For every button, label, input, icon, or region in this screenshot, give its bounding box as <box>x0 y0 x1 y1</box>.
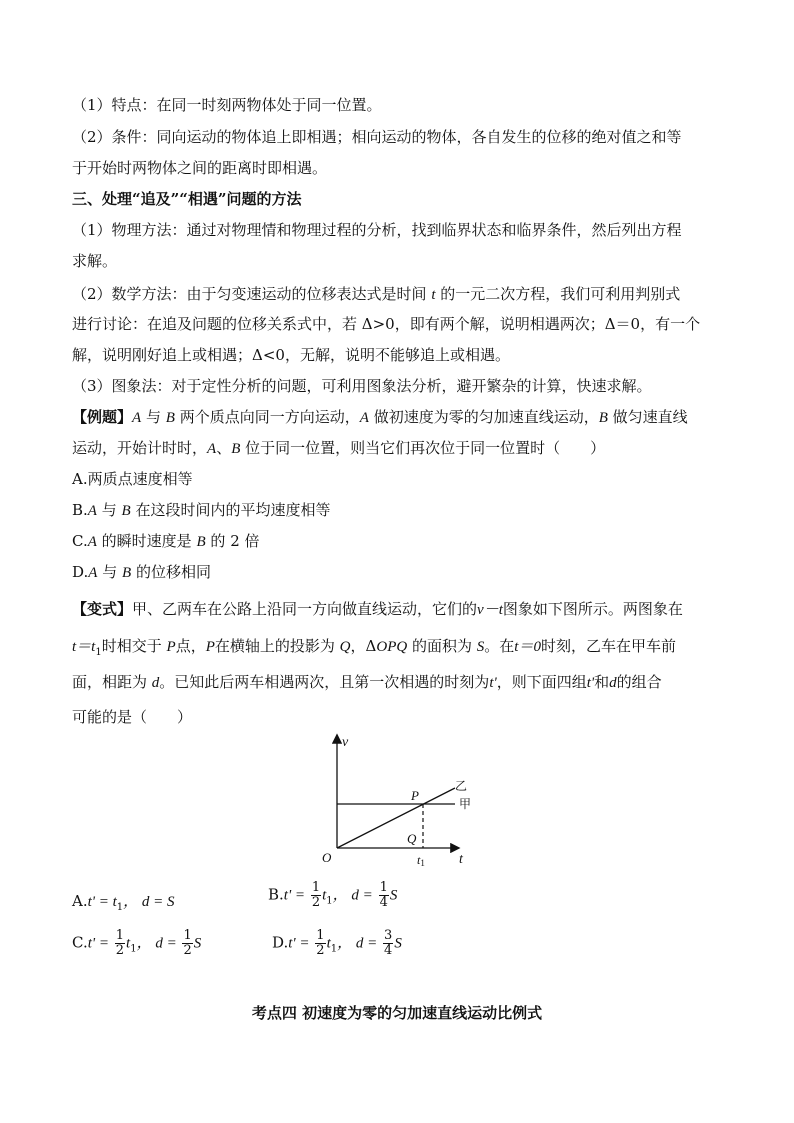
denominator: 2 <box>316 943 325 958</box>
variant-line <box>72 599 724 620</box>
text: 时刻，乙车在甲车前 <box>540 637 676 655</box>
denominator: 4 <box>379 895 388 910</box>
variable: t' <box>586 675 595 691</box>
fraction <box>383 929 393 958</box>
label-P: P <box>411 788 419 803</box>
text: 的瞬时速度是 <box>101 532 192 550</box>
text: 位于同一位置，则当它们再次位于同一位置时（ ） <box>245 439 606 457</box>
expr: t' = <box>288 935 310 952</box>
choice-label: B. <box>268 885 284 904</box>
option-a: A.两质点速度相等 <box>72 470 193 488</box>
text: 面，相距为 <box>72 673 148 691</box>
variable: d <box>151 675 160 691</box>
text-line: （3）图象法：对于定性分析的问题，可利用图象法分析，避开繁杂的计算，快速求解。 <box>72 377 652 395</box>
text-line: 于开始时两物体之间的距离时即相遇。 <box>72 159 328 177</box>
variable: Q <box>339 639 351 655</box>
choice-label: D. <box>272 933 289 952</box>
subscript: 1 <box>95 647 102 658</box>
vt-graph <box>310 728 480 868</box>
text: 与 <box>101 501 117 519</box>
choice-d <box>272 929 402 960</box>
text-line: （1）物理方法：通过对物理情和物理过程的分析，找到临界状态和临界条件，然后列出方程 <box>72 221 682 239</box>
numerator: 1 <box>311 880 321 895</box>
expr: t <box>322 887 327 904</box>
variable: A <box>87 534 97 550</box>
label-O: O <box>322 850 332 865</box>
text: （2）数学方法：由于匀变速运动的位移表达式是时间 <box>72 285 427 303</box>
text: 的位移相同 <box>135 563 211 581</box>
variable: B <box>598 410 608 426</box>
numerator: 3 <box>384 928 393 943</box>
expr: t' = <box>283 887 306 904</box>
text: D. <box>72 563 89 581</box>
expr: ， d = <box>136 935 177 952</box>
example-line <box>72 407 724 428</box>
text: ，则下面四组 <box>496 673 587 691</box>
expr: ， d = <box>332 887 373 904</box>
variable: A <box>359 410 369 426</box>
variable: v－t <box>477 602 503 618</box>
variant-tag: 【变式】 <box>72 600 133 618</box>
text: 的面积为 <box>411 637 472 655</box>
text-line <box>72 284 724 305</box>
numerator: 1 <box>316 928 325 943</box>
numerator: 1 <box>183 928 192 943</box>
variable: B <box>231 441 241 457</box>
choice-label: A. <box>72 892 88 910</box>
expr: S <box>389 887 398 904</box>
expr: t <box>126 935 131 952</box>
label-v: v <box>342 735 349 750</box>
subscript: 1 <box>326 895 333 907</box>
example-tag: 【例题】 <box>72 408 133 426</box>
fraction <box>182 929 192 958</box>
choice-c <box>72 929 201 960</box>
text-line: （2）条件：同向运动的物体追上即相遇；相向运动的物体，各自发生的位移的绝对值之和等 <box>72 128 682 146</box>
variable: t＝t <box>72 639 96 655</box>
label-t: t <box>459 852 463 867</box>
text: 甲、乙两车在公路上沿同一方向做直线运动，它们的 <box>132 600 478 618</box>
text: B. <box>72 501 88 519</box>
variable: B <box>122 565 132 581</box>
variable: d <box>609 675 617 691</box>
variable: A <box>87 503 97 519</box>
text: C. <box>72 532 88 550</box>
label-t1-main: t <box>417 853 421 867</box>
fraction <box>311 881 321 910</box>
fraction <box>115 929 125 958</box>
expr: t' = t <box>87 894 117 910</box>
choice-label: C. <box>72 933 88 952</box>
text: 点， <box>175 637 206 655</box>
fraction <box>379 881 389 910</box>
expr: S <box>394 935 402 952</box>
variant-line <box>72 636 724 663</box>
option-c <box>72 531 724 552</box>
text: 图象如下图所示。两图象在 <box>502 600 683 618</box>
text: 与 <box>102 563 118 581</box>
text-line: 进行讨论：在追及问题的位移关系式中，若 Δ>0，即有两个解，说明相遇两次；Δ＝0，有一个 <box>72 315 701 333</box>
numerator: 1 <box>115 928 125 943</box>
choice-a <box>72 891 175 918</box>
label-t1 <box>417 853 425 868</box>
expr: ， d = S <box>123 894 175 910</box>
subscript: 1 <box>330 943 338 955</box>
text: 在这段时间内的平均速度相等 <box>135 501 331 519</box>
text: 。已知此后两车相遇两次，且第一次相遇的时刻为 <box>159 673 490 691</box>
variable: A <box>132 410 142 426</box>
variable: OPQ <box>376 639 408 655</box>
text: ，Δ <box>350 637 377 655</box>
text: 运动，开始计时时， <box>72 439 208 457</box>
text: 的 2 倍 <box>210 532 260 550</box>
subscript: 1 <box>130 943 137 955</box>
choice-b <box>268 881 397 912</box>
line-yi <box>337 788 455 848</box>
variable: t' <box>489 675 497 691</box>
text: 做匀速直线 <box>612 408 688 426</box>
denominator: 2 <box>115 943 125 958</box>
example-line <box>72 438 724 459</box>
variable: A <box>88 565 98 581</box>
text: 在横轴上的投影为 <box>214 637 335 655</box>
label-jia: 甲 <box>459 797 472 811</box>
label-t1-sub: 1 <box>420 858 425 868</box>
variable: B <box>165 410 175 426</box>
expr: S <box>193 935 202 952</box>
variable: S <box>476 639 485 655</box>
variable: B <box>196 534 206 550</box>
text: 两个质点向同一方向运动， <box>179 408 360 426</box>
variant-line <box>72 672 724 693</box>
text-line: 可能的是（ ） <box>72 708 193 726</box>
section-heading: 三、处理“追及”“相遇”问题的方法 <box>72 190 302 208</box>
text: 的一元二次方程，我们可利用判别式 <box>440 285 681 303</box>
text: 、 <box>216 439 232 457</box>
expr: t <box>326 935 331 952</box>
text: 做初速度为零的匀加速直线运动， <box>373 408 599 426</box>
option-b <box>72 500 724 521</box>
label-Q: Q <box>407 831 417 846</box>
text-line: 解，说明刚好追上或相遇；Δ<0，无解，说明不能够追上或相遇。 <box>72 346 510 364</box>
text-line: （1）特点：在同一时刻两物体处于同一位置。 <box>72 96 382 114</box>
text: 的组合 <box>616 673 662 691</box>
label-yi: 乙 <box>455 779 468 793</box>
variable: t <box>431 287 436 303</box>
section-heading-4: 考点四 初速度为零的匀加速直线运动比例式 <box>251 1004 543 1022</box>
numerator: 1 <box>379 880 388 895</box>
option-d <box>72 562 724 583</box>
expr: ， d = <box>337 935 378 952</box>
text-line: 求解。 <box>72 252 118 270</box>
text: 与 <box>145 408 161 426</box>
fraction <box>315 929 325 958</box>
expr: t' = <box>87 935 109 952</box>
text: 时相交于 <box>101 637 162 655</box>
denominator: 2 <box>311 895 321 910</box>
subscript: 1 <box>116 902 124 913</box>
text: 和 <box>594 673 610 691</box>
variable: P <box>166 639 176 655</box>
text: 。在 <box>484 637 515 655</box>
variable: A <box>207 441 217 457</box>
variable: P <box>205 639 215 655</box>
denominator: 4 <box>384 943 393 958</box>
variable: B <box>121 503 131 519</box>
variable: t＝0 <box>514 639 541 655</box>
denominator: 2 <box>183 943 192 958</box>
